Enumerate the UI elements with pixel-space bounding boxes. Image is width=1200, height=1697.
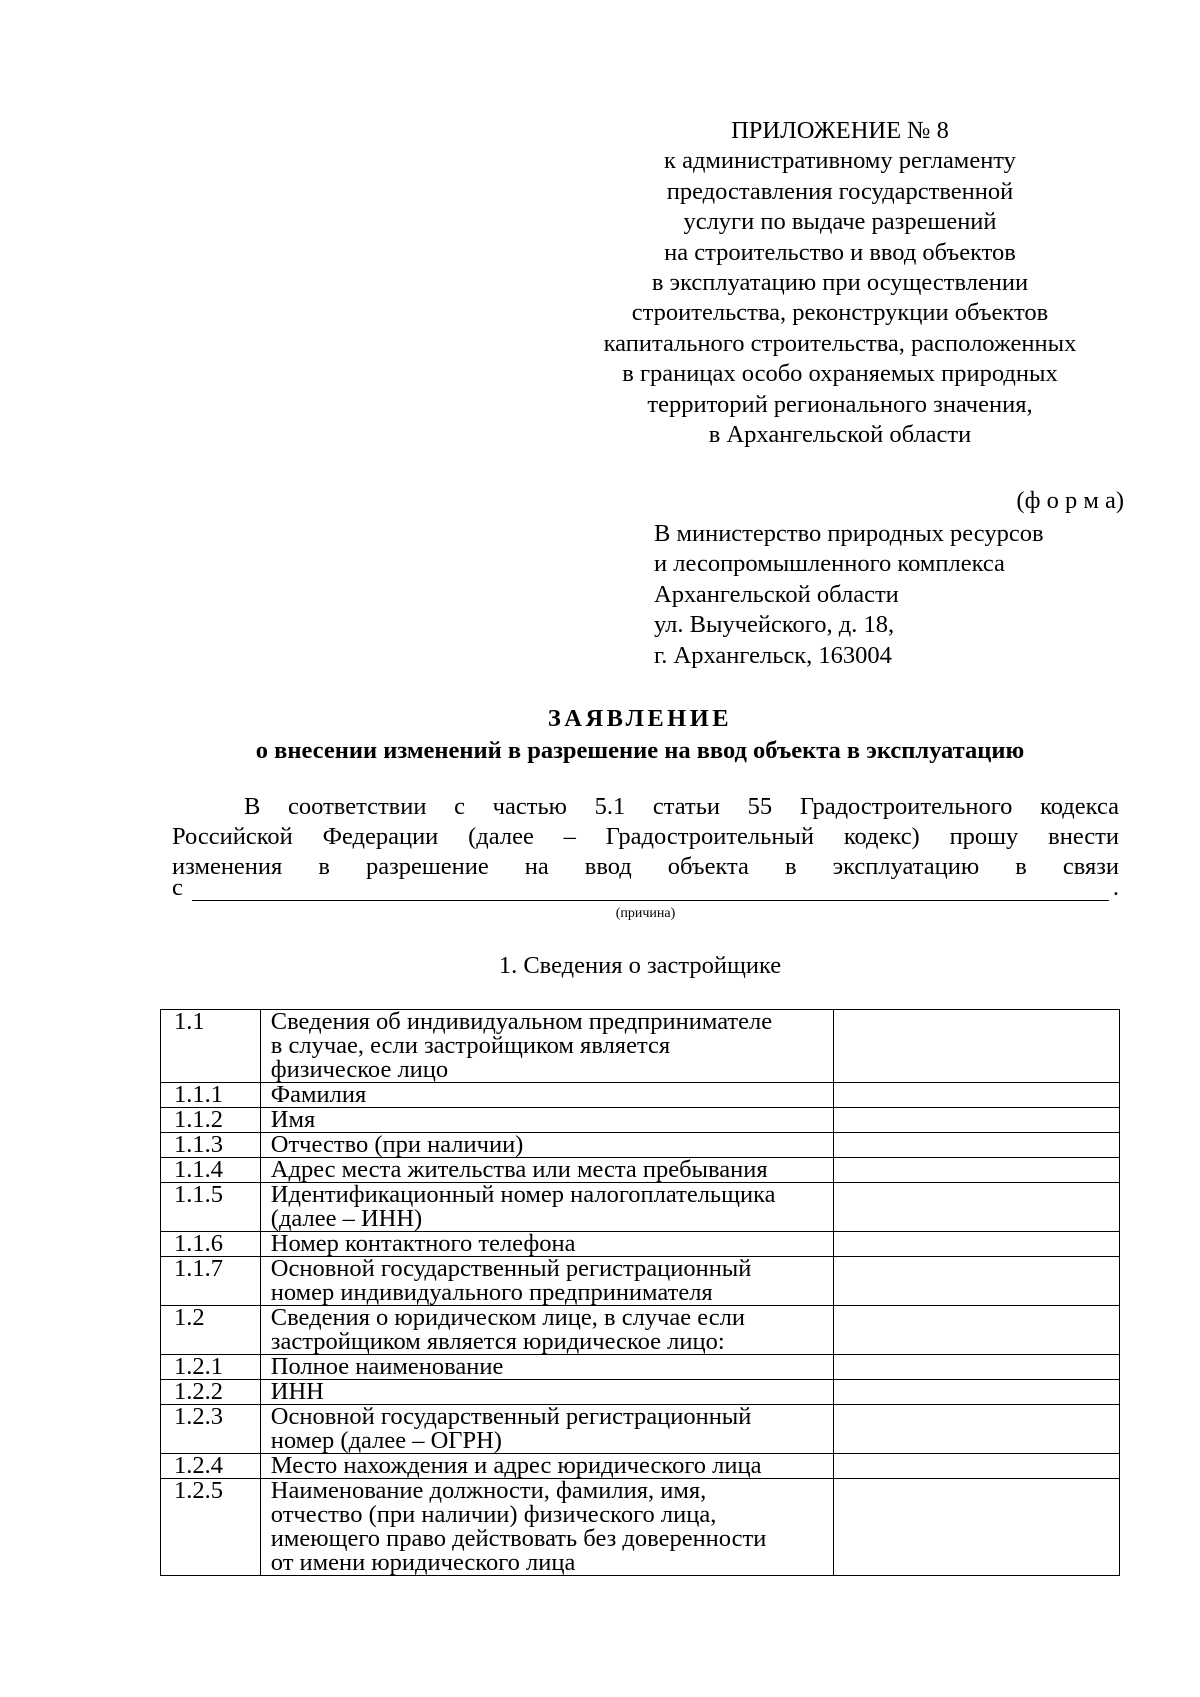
addressee-line: и лесопромышленного комплекса [654, 550, 1005, 578]
row-value-field[interactable] [834, 1257, 1120, 1306]
reason-underline [192, 900, 1109, 901]
row-label-line: (далее – ИНН) [270, 1205, 423, 1232]
row-label [260, 1232, 833, 1257]
row-number: 1.1.2 [161, 1108, 261, 1133]
row-value-field[interactable] [834, 1183, 1120, 1232]
row-number: 1.1.3 [161, 1133, 261, 1158]
row-label [260, 1133, 833, 1158]
section-title: 1. Сведения о застройщике [498, 952, 782, 979]
appendix-line: капитального строительства, расположенных [603, 329, 1077, 357]
row-value-field[interactable] [834, 1454, 1120, 1479]
row-label-line: Идентификационный номер налогоплательщика [270, 1181, 776, 1208]
row-label [260, 1479, 833, 1576]
row-label-line: Сведения о юридическом лице, в случае если [270, 1304, 745, 1331]
row-value-field[interactable] [834, 1133, 1120, 1158]
row-number: 1.1.1 [161, 1083, 261, 1108]
appendix-line: территорий регионального значения, [647, 390, 1033, 418]
document-title: ЗАЯВЛЕНИЕ [547, 705, 733, 732]
row-value-field[interactable] [834, 1355, 1120, 1380]
reason-end: . [1112, 874, 1119, 901]
addressee-line: В министерство природных ресурсов [654, 520, 1044, 547]
appendix-line: в границах особо охраняемых природных [622, 360, 1058, 388]
addressee-line: Архангельской области [654, 580, 899, 608]
table-row [161, 1306, 1120, 1355]
row-label-line: Полное наименование [270, 1353, 504, 1380]
addressee-line: г. Архангельск, 163004 [654, 641, 892, 669]
row-value-field[interactable] [834, 1083, 1120, 1108]
row-label-line: отчество (при наличии) физического лица, [270, 1501, 717, 1528]
row-number: 1.2.3 [161, 1405, 261, 1454]
row-label-line: Сведения об индивидуальном предпринимателе [270, 1008, 773, 1035]
row-number: 1.1.5 [161, 1183, 261, 1232]
row-label-line: Номер контактного телефона [270, 1230, 576, 1257]
table-row [161, 1380, 1120, 1405]
row-label-line: Наименование должности, фамилия, имя, [270, 1477, 707, 1504]
appendix-line: в эксплуатацию при осуществлении [651, 269, 1029, 297]
table-row [161, 1257, 1120, 1306]
row-number: 1.2.1 [161, 1355, 261, 1380]
row-value-field[interactable] [834, 1232, 1120, 1257]
row-label-line: номер (далее – ОГРН) [270, 1427, 502, 1454]
table-row [161, 1405, 1120, 1454]
row-number: 1.2.5 [161, 1479, 261, 1576]
row-label-line: ИНН [270, 1378, 324, 1405]
paragraph-line: Российской Федерации (далее – Градостроительный кодекс) прошу внести [172, 823, 1119, 850]
row-label-line: застройщиком является юридическое лицо: [270, 1328, 725, 1355]
row-value-field[interactable] [834, 1306, 1120, 1355]
row-label-line: Место нахождения и адрес юридического лица [270, 1452, 762, 1479]
row-number: 1.1.7 [161, 1257, 261, 1306]
table-row [161, 1133, 1120, 1158]
row-label [260, 1158, 833, 1183]
row-label-line: Основной государственный регистрационный [270, 1255, 752, 1282]
row-label [260, 1380, 833, 1405]
row-value-field[interactable] [834, 1108, 1120, 1133]
row-value-field[interactable] [834, 1405, 1120, 1454]
row-label-line: имеющего право действовать без доверенности [270, 1525, 767, 1552]
row-number: 1.1 [161, 1010, 261, 1083]
row-value-field[interactable] [834, 1380, 1120, 1405]
row-number: 1.1.4 [161, 1158, 261, 1183]
reason-caption: (причина) [615, 906, 676, 921]
row-label-line: от имени юридического лица [270, 1549, 576, 1576]
row-label-line: Имя [270, 1106, 316, 1133]
row-label [260, 1454, 833, 1479]
addressee-block [654, 519, 1044, 671]
row-number: 1.2.4 [161, 1454, 261, 1479]
table-row [161, 1355, 1120, 1380]
table-row [161, 1158, 1120, 1183]
row-label [260, 1257, 833, 1306]
row-number: 1.2 [161, 1306, 261, 1355]
row-label [260, 1405, 833, 1454]
row-label [260, 1010, 833, 1083]
appendix-line: к административному регламенту [664, 147, 1016, 175]
row-label-line: номер индивидуального предпринимателя [270, 1279, 713, 1306]
row-label-line: в случае, если застройщиком является [270, 1032, 671, 1059]
document-subtitle: о внесении изменений в разрешение на ввод объекта в эксплуатацию [255, 737, 1025, 764]
appendix-line: услуги по выдаче разрешений [683, 208, 997, 236]
row-label [260, 1083, 833, 1108]
row-label-line: Отчество (при наличии) [270, 1131, 524, 1158]
row-number: 1.1.6 [161, 1232, 261, 1257]
paragraph-line: изменения в разрешение на ввод объекта в эксплуатацию в связи [172, 853, 1119, 880]
table-row [161, 1010, 1120, 1083]
developer-info-table [160, 1009, 1120, 1576]
row-label [260, 1183, 833, 1232]
row-label [260, 1108, 833, 1133]
appendix-line: предоставления государственной [666, 177, 1014, 205]
row-label-line: Фамилия [270, 1081, 367, 1108]
appendix-header [580, 116, 1100, 450]
row-label [260, 1355, 833, 1380]
appendix-line: в Архангельской области [708, 421, 972, 449]
row-label-line: Адрес места жительства или места пребывания [270, 1156, 768, 1183]
row-value-field[interactable] [834, 1479, 1120, 1576]
appendix-line: ПРИЛОЖЕНИЕ № 8 [731, 117, 949, 144]
table-row [161, 1479, 1120, 1576]
addressee-line: ул. Выучейского, д. 18, [654, 611, 895, 639]
table-row [161, 1454, 1120, 1479]
row-label-line: физическое лицо [270, 1056, 449, 1083]
row-value-field[interactable] [834, 1158, 1120, 1183]
row-label-line: Основной государственный регистрационный [270, 1403, 752, 1430]
appendix-line: на строительство и ввод объектов [664, 238, 1016, 266]
row-label [260, 1306, 833, 1355]
row-value-field[interactable] [834, 1010, 1120, 1083]
table-row [161, 1108, 1120, 1133]
paragraph-line: В соответствии с частью 5.1 статьи 55 Градостроительного кодекса [244, 793, 1119, 820]
table-row [161, 1083, 1120, 1108]
form-label: (ф о р м а) [1016, 487, 1124, 514]
table-row [161, 1232, 1120, 1257]
table-row [161, 1183, 1120, 1232]
reason-prefix: с [172, 874, 183, 901]
reason-field[interactable] [172, 873, 1119, 903]
row-number: 1.2.2 [161, 1380, 261, 1405]
appendix-line: строительства, реконструкции объектов [631, 299, 1049, 327]
